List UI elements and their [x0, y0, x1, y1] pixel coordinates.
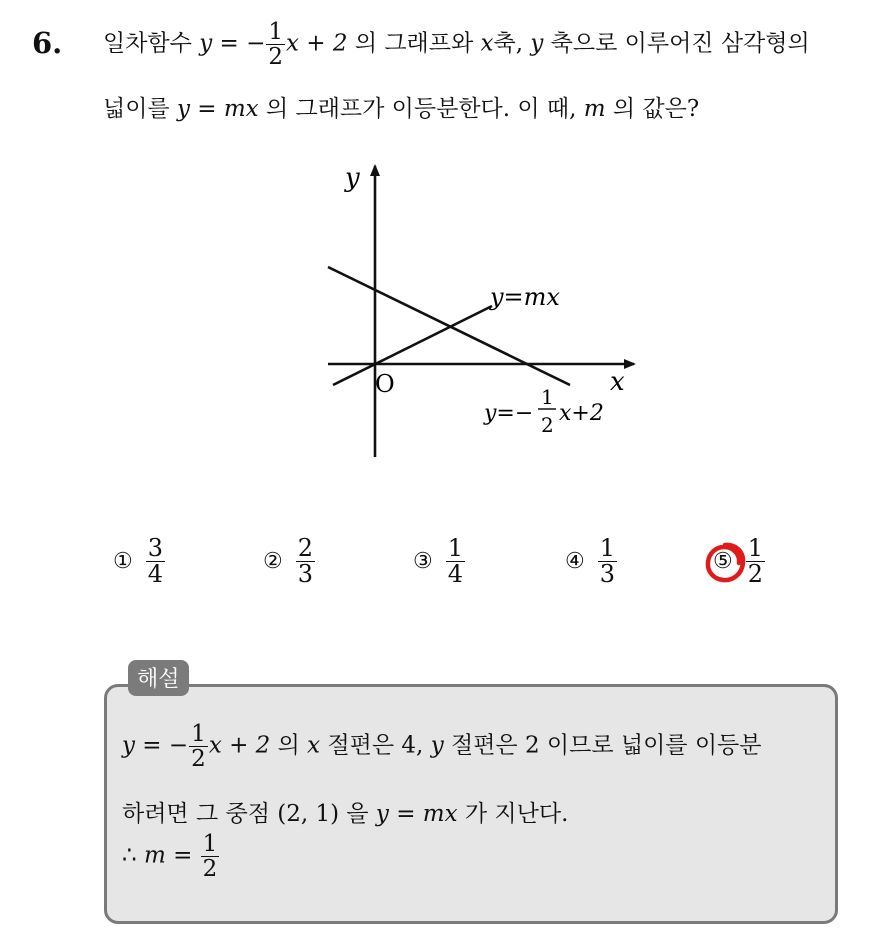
line1-y-var: y [530, 30, 544, 57]
line1-mid2: 축, [493, 30, 524, 57]
line1-post: 축으로 이루어진 삼각형의 [550, 30, 810, 57]
choice-3[interactable] [413, 536, 466, 587]
sol-l2-pre: 하려면 그 중점 (2, 1) 을 [122, 801, 369, 827]
line1-pre: 일차함수 [103, 30, 192, 57]
sol-l1-post: 절편은 2 이므로 넓이를 이등분 [451, 732, 762, 759]
sol-l1-mid: 의 [277, 732, 300, 759]
answer-circle-stroke [708, 545, 743, 580]
line-label-den: 2 [541, 413, 554, 437]
choice-3-num: 1 [447, 534, 464, 562]
sol-l1-num: 1 [191, 721, 206, 747]
choice-3-den: 4 [447, 560, 464, 589]
choice-1-num: 3 [147, 534, 164, 562]
choice-2[interactable] [263, 536, 316, 587]
solution-line-2 [122, 795, 568, 828]
line2-eq: y = mx [176, 96, 259, 122]
line-label-post: x+2 [559, 401, 604, 426]
line2-end: 의 값은? [612, 96, 700, 122]
choice-2-den: 3 [297, 560, 314, 589]
choice-4-den: 3 [599, 560, 616, 589]
answer-circle-icon [700, 538, 750, 588]
sol-l3-fraction [201, 832, 220, 881]
choice-4[interactable] [565, 536, 618, 587]
sol-l1-fraction [189, 722, 208, 771]
line2-post: 의 그래프가 이등분한다. 이 때, [265, 96, 577, 122]
choice-5-den: 2 [747, 560, 764, 589]
x-axis-label: x [610, 367, 625, 397]
solution-line-3 [122, 832, 220, 881]
origin-label: O [375, 370, 395, 398]
line1-eq-pre: y = − [199, 30, 266, 57]
sol-l1-eq-pre: y = − [122, 732, 189, 759]
choice-3-marker: ③ [413, 549, 433, 575]
sol-l2-eq: y = mx [375, 801, 458, 827]
sol-l3-num: 1 [202, 831, 218, 857]
line1-frac-num: 1 [268, 19, 283, 45]
line-mx [333, 306, 492, 385]
sol-l1-eq-post: x + 2 [208, 732, 271, 759]
line2-pre: 넓이를 [103, 96, 170, 122]
sol-l1-mid2: 절편은 4, [327, 732, 424, 759]
choice-2-marker: ② [263, 549, 283, 575]
sol-l2-post: 가 지난다. [464, 801, 569, 827]
choice-4-marker: ④ [565, 549, 585, 575]
choice-4-fraction [598, 536, 617, 587]
choice-1[interactable] [113, 536, 166, 587]
line-label-num: 1 [541, 385, 554, 409]
sol-l1-y: y [430, 732, 444, 759]
choice-1-den: 4 [147, 560, 164, 589]
line1-x-var: x [480, 30, 494, 57]
line2-m-var: m [583, 96, 606, 122]
y-axis-label: y [345, 163, 360, 193]
line-label-pre: y=− [484, 401, 534, 426]
choice-4-num: 1 [599, 534, 616, 562]
solution-label: 해설 [128, 660, 189, 696]
choice-2-fraction [296, 536, 315, 587]
choice-1-marker: ① [113, 549, 133, 575]
choice-3-fraction [446, 536, 465, 587]
mx-label: y=mx [490, 283, 560, 311]
sol-l1-x: x [307, 732, 321, 759]
choice-5-marker: ⑤ [713, 549, 733, 575]
line1-eq-post: x + 2 [286, 30, 348, 57]
choice-1-fraction [146, 536, 165, 587]
sol-l1-den: 2 [191, 746, 206, 773]
choice-5-num: 1 [747, 534, 764, 562]
choice-2-num: 2 [297, 534, 314, 562]
line1-frac-den: 2 [268, 44, 283, 71]
sol-l3-therefore: ∴ [122, 842, 137, 869]
question-number: 6. [32, 26, 63, 60]
sol-l3-den: 2 [202, 856, 218, 883]
solution-line-1 [122, 722, 762, 771]
sol-l3-eq: m = [143, 842, 193, 869]
line1-mid: 의 그래프와 [354, 30, 474, 57]
